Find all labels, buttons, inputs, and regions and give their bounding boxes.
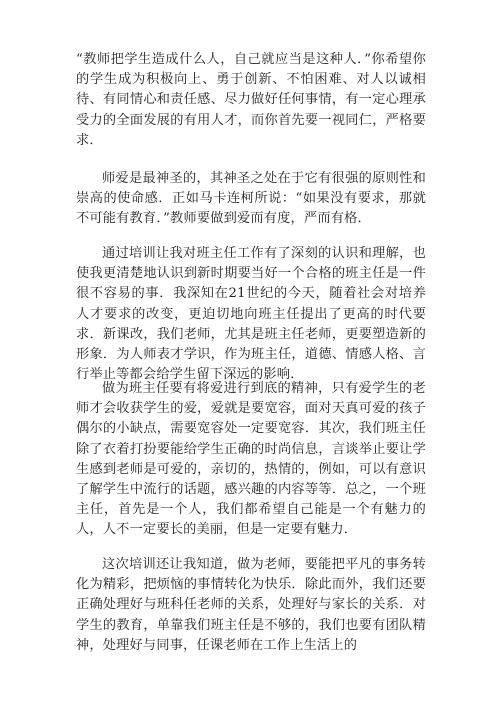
paragraph-love-and-charm: 做为班主任要有将爱进行到底的精神，只有爱学生的老师才会收获学生的爱，爱就是要宽容，面对天真可爱的孩子偶尔的小缺点，需要宽容处一定要宽容．其次，我们班主任除了衣着打扮要能给学生正确的时尚信息，言谈举止要让学生感到老师是可爱的，亲切的，热情的，例如，可以有意识了解学生中流行的话题，感兴趣的内容等等．总之，一个班主任，首先是一个人，我们都希望自己能是一个有魅力的人，人不一定要长的美丽，但是一定要有魅力． bbox=[76, 381, 426, 538]
paragraph-relationships: 这次培训还让我知道，做为老师，要能把平凡的事务转化为精彩，把烦恼的事情转化为快乐．除此而外，我们还要正确处理好与班科任老师的关系，处理好与家长的关系．对学生的教育，单靠我们班主任是不够的，我们也要有团队精神，处理好与同事，任课老师在工作上生活上的 bbox=[76, 557, 426, 653]
paragraph-teacher-love: 师爱是最神圣的，其神圣之处在于它有很强的原则性和崇高的使命感．正如马卡连柯所说：“如果没有要求，那就不可能有教育．”教师要做到爱而有度，严而有格． bbox=[76, 171, 426, 227]
paragraph-teacher-role-model: “教师把学生造成什么人，自己就应当是这种人．”你希望你的学生成为积极向上、勇于创新、不怕困难、对人以诚相待、有同情心和责任感、尽力做好任何事情，有一定心理承受力的全面发展的有用人才，而你首先要一视同仁，严格要求． bbox=[76, 52, 426, 148]
paragraph-training-understanding: 通过培训让我对班主任工作有了深刻的认识和理解，也使我更清楚地认识到新时期要当好一个合格的班主任是一件很不容易的事．我深知在21世纪的今天，随着社会对培养人才要求的改变，更迫切地向班主任提出了更高的时代要求．新课改，我们老师，尤其是班主任老师，更要塑造新的形象．为人师表才学识，作为班主任，道德、情感人格、言行举止等都会给学生留下深远的影响． bbox=[76, 246, 426, 383]
